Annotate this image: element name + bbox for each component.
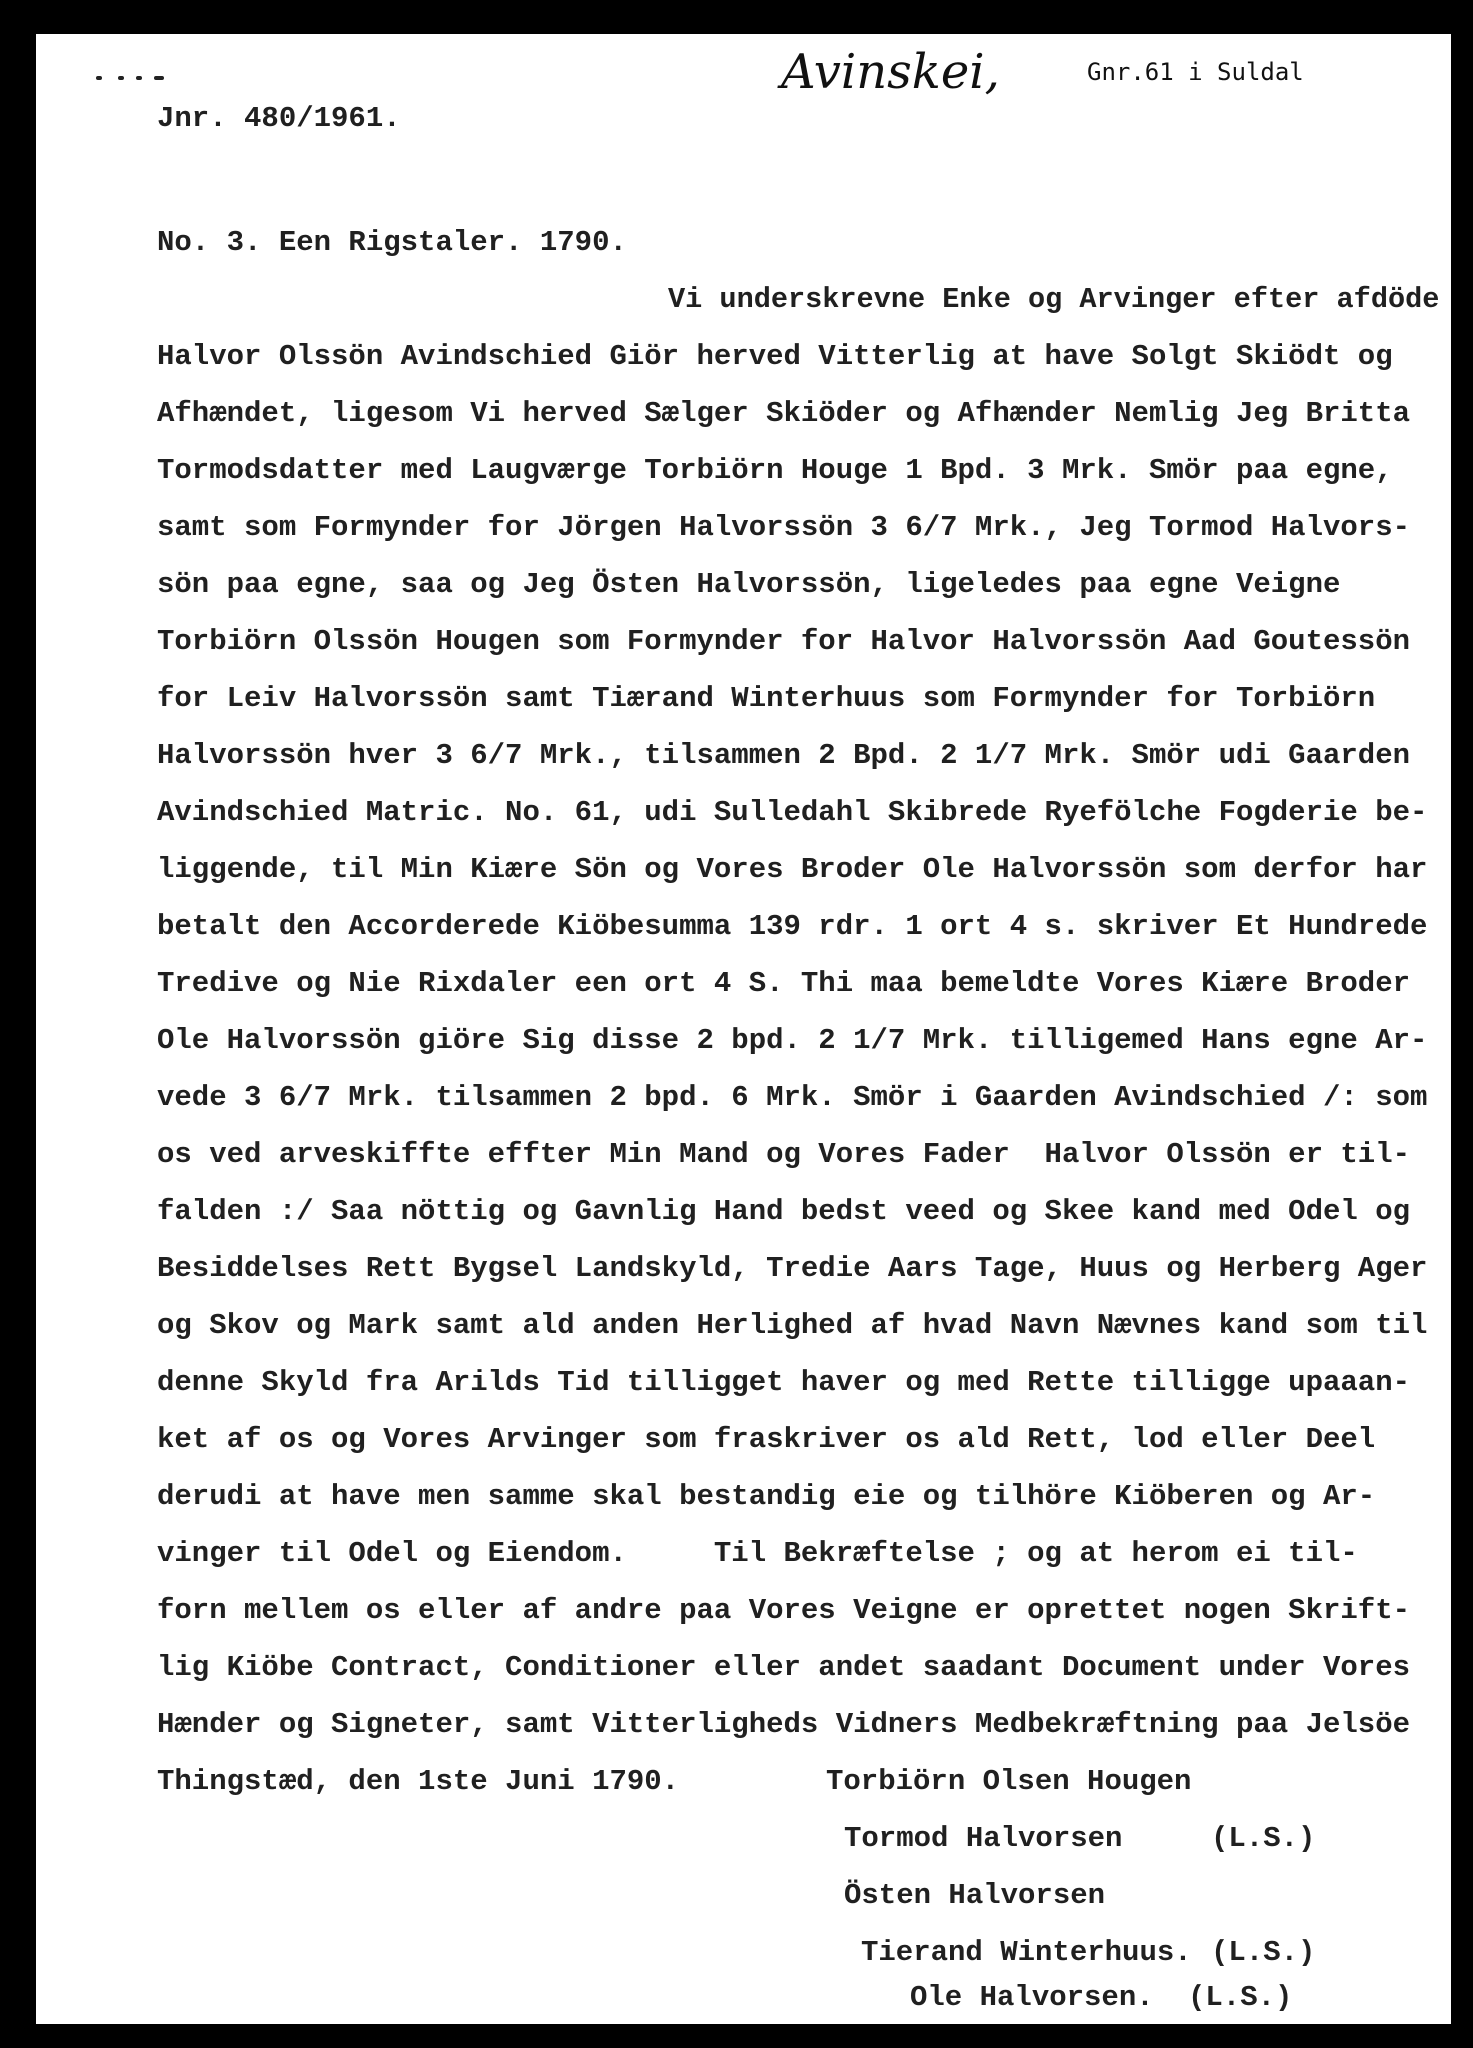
signature-name: Tormod Halvorsen [844,1822,1123,1855]
seal-mark: (L.S.) [1188,1981,1293,2014]
body-line: Vi underskrevne Enke og Arvinger efter afdöde [668,283,1440,316]
signature-name: Östen Halvorsen [844,1879,1106,1912]
body-line: Hænder og Signeter, samt Vitterligheds Vidners Medbekræftning paa Jelsöe [157,1708,1411,1741]
body-line: sön paa egne, saa og Jeg Östen Halvorssön, ligeledes paa egne Veigne [157,568,1341,601]
body-line: Halvor Olssön Avindschied Giör herved Vitterlig at have Solgt Skiödt og [157,340,1393,373]
body-line: for Leiv Halvorssön samt Tiærand Winterhuus som Formynder for Torbiörn [157,682,1376,715]
body-line: falden :/ Saa nöttig og Gavnlig Hand bedst veed og Skee kand med Odel og [157,1195,1411,1228]
seal-mark: (L.S.) [1211,1936,1316,1969]
document-title: No. 3. Een Rigstaler. 1790. [157,226,627,259]
handwritten-farm-name: Avinskei, [781,44,1000,100]
body-line: ket af os og Vores Arvinger som fraskriver os ald Rett, lod eller Deel [157,1423,1376,1456]
farm-reference: Gnr.61 i Suldal [1087,58,1304,86]
body-line: Avindschied Matric. No. 61, udi Sulledahl Skibrede Ryefölche Fogderie be- [157,796,1428,829]
body-line: Torbiörn Olssön Hougen som Formynder for Halvor Halvorssön Aad Goutessön [157,625,1411,658]
body-line: samt som Formynder for Jörgen Halvorssön 3 6/7 Mrk., Jeg Tormod Halvors- [157,511,1411,544]
body-line: lig Kiöbe Contract, Conditioner eller andet saadant Document under Vores [157,1651,1411,1684]
body-line: os ved arveskiffte effter Min Mand og Vores Fader Halvor Olssön er til- [157,1138,1411,1171]
closing-place-date: Thingstæd, den 1ste Juni 1790. [157,1765,680,1798]
body-line: derudi at have men samme skal bestandig eie og tilhöre Kiöberen og Ar- [157,1480,1376,1513]
signature-name: Torbiörn Olsen Hougen [826,1765,1192,1798]
body-line: liggende, til Min Kiære Sön og Vores Broder Ole Halvorssön som derfor har [157,853,1428,886]
body-line: vinger til Odel og Eiendom. Til Bekræftelse ; og at herom ei til- [157,1537,1358,1570]
body-line: Tredive og Nie Rixdaler een ort 4 S. Thi maa bemeldte Vores Kiære Broder [157,967,1411,1000]
signature-name: Tierand Winterhuus. [861,1936,1192,1969]
body-line: Besiddelses Rett Bygsel Landskyld, Tredie Aars Tage, Huus og Herberg Ager [157,1252,1428,1285]
signature-name: Ole Halvorsen. [910,1981,1154,2014]
body-line: vede 3 6/7 Mrk. tilsammen 2 bpd. 6 Mrk. Smör i Gaarden Avindschied /: som [157,1081,1428,1114]
body-line: og Skov og Mark samt ald anden Herlighed af hvad Navn Nævnes kand som til [157,1309,1428,1342]
ink-mark-dashes [96,76,166,84]
seal-mark: (L.S.) [1211,1822,1316,1855]
body-line: denne Skyld fra Arilds Tid tilligget haver og med Rette tilligge upaaan- [157,1366,1411,1399]
body-line: Halvorssön hver 3 6/7 Mrk., tilsammen 2 Bpd. 2 1/7 Mrk. Smör udi Gaarden [157,739,1411,772]
body-line: Tormodsdatter med Laugværge Torbiörn Houge 1 Bpd. 3 Mrk. Smör paa egne, [157,454,1393,487]
journal-number: Jnr. 480/1961. [157,102,401,135]
body-line: betalt den Accorderede Kiöbesumma 139 rdr. 1 ort 4 s. skriver Et Hundrede [157,910,1428,943]
document-page [36,34,1451,2024]
body-line: Afhændet, ligesom Vi herved Sælger Skiöder og Afhænder Nemlig Jeg Britta [157,397,1411,430]
body-line: forn mellem os eller af andre paa Vores Veigne er oprettet nogen Skrift- [157,1594,1411,1627]
body-line: Ole Halvorssön giöre Sig disse 2 bpd. 2 1/7 Mrk. tilligemed Hans egne Ar- [157,1024,1428,1057]
